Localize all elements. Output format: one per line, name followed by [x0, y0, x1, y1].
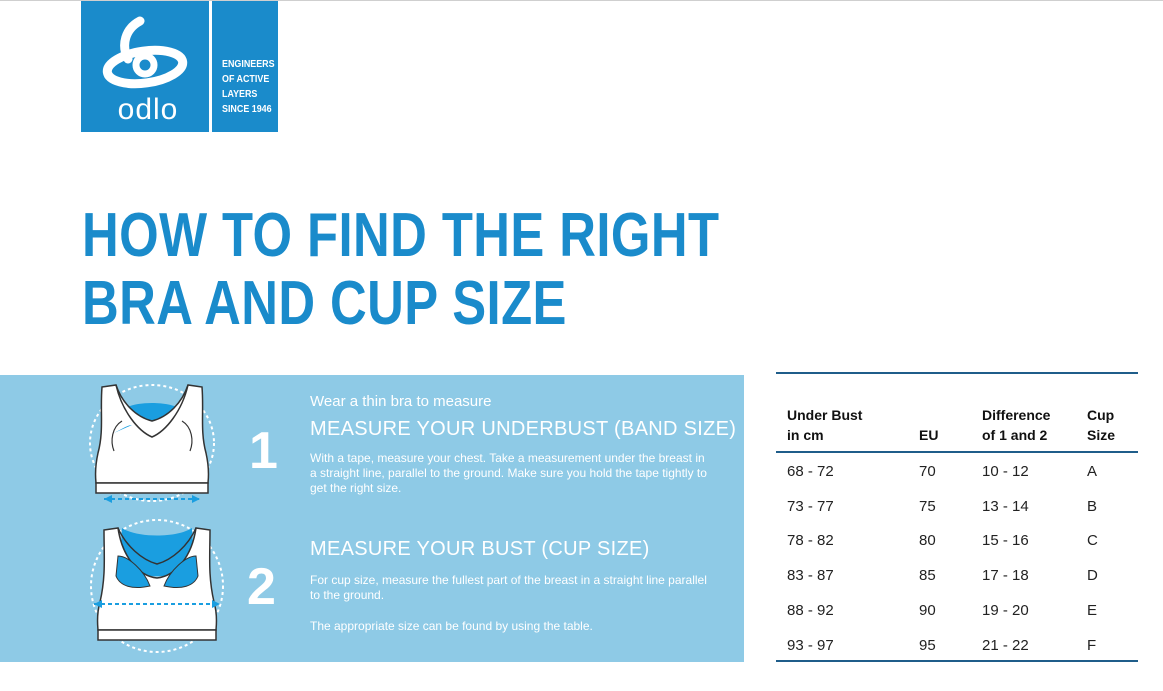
- cell-cup: F: [1087, 637, 1097, 654]
- header-eu: EU: [919, 427, 939, 443]
- cell-under-bust: 83 - 87: [787, 567, 834, 584]
- cell-cup: A: [1087, 463, 1098, 480]
- cell-cup: E: [1087, 602, 1098, 619]
- step-1-heading: MEASURE YOUR UNDERBUST (BAND SIZE): [310, 418, 737, 440]
- cell-eu: 95: [919, 637, 936, 654]
- table-row: [776, 636, 1138, 670]
- logo-divider: [209, 1, 212, 132]
- table-bottom-rule: [776, 660, 1138, 662]
- cell-difference: 19 - 20: [982, 602, 1029, 619]
- page-title: [82, 202, 719, 338]
- cell-difference: 13 - 14: [982, 498, 1029, 515]
- cell-cup: B: [1087, 498, 1098, 515]
- cell-eu: 75: [919, 498, 936, 515]
- cell-difference: 21 - 22: [982, 637, 1029, 654]
- header-difference: [982, 405, 1050, 445]
- step-2-note: The appropriate size can be found by using the table.: [310, 619, 593, 633]
- cell-difference: 10 - 12: [982, 463, 1029, 480]
- header-under-bust: [787, 405, 862, 445]
- cell-eu: 70: [919, 463, 936, 480]
- table-row: [776, 601, 1138, 635]
- header-line: in cm: [787, 427, 824, 443]
- header-line: Difference: [982, 407, 1051, 423]
- tagline-line: LAYERS: [222, 88, 258, 100]
- cell-under-bust: 93 - 97: [787, 637, 834, 654]
- cell-difference: 17 - 18: [982, 567, 1029, 584]
- tagline-line: ENGINEERS: [222, 58, 275, 70]
- cell-cup: C: [1087, 532, 1098, 549]
- cell-eu: 90: [919, 602, 936, 619]
- logo-tagline: [222, 57, 275, 117]
- step-number-1: 1: [249, 422, 278, 480]
- header-line: Size: [1087, 427, 1116, 443]
- cell-under-bust: 88 - 92: [787, 602, 834, 619]
- title-line-1: HOW TO FIND THE RIGHT: [82, 201, 720, 270]
- header-cup-size: [1087, 405, 1115, 445]
- header-line: Under Bust: [787, 407, 863, 423]
- cell-eu: 85: [919, 567, 936, 584]
- odlo-logo: [81, 1, 278, 132]
- table-header-rule: [776, 451, 1138, 453]
- step-2-heading: MEASURE YOUR BUST (CUP SIZE): [310, 538, 650, 560]
- odlo-logo-mark-icon: [93, 15, 203, 125]
- bra-back-band-measure-icon: [82, 381, 222, 506]
- step-1-text: With a tape, measure your chest. Take a measurement under the breast in a straight line, parallel to the ground. Make sure you hold the tape tightly to get the right size.: [310, 451, 707, 495]
- intro-text: Wear a thin bra to measure: [310, 393, 492, 410]
- table-row: [776, 566, 1138, 600]
- cell-eu: 80: [919, 532, 936, 549]
- table-row: [776, 462, 1138, 496]
- tagline-line: SINCE 1946: [222, 103, 272, 115]
- title-line-2: BRA AND CUP SIZE: [82, 269, 567, 338]
- step-2-text: For cup size, measure the fullest part of the breast in a straight line parallel to the ground.: [310, 573, 707, 602]
- header-line: of 1 and 2: [982, 427, 1048, 443]
- cell-under-bust: 78 - 82: [787, 532, 834, 549]
- step-number-2: 2: [247, 558, 276, 616]
- cell-cup: D: [1087, 567, 1098, 584]
- cell-under-bust: 73 - 77: [787, 498, 834, 515]
- cell-under-bust: 68 - 72: [787, 463, 834, 480]
- table-top-rule: [776, 372, 1138, 374]
- header-line: Cup: [1087, 407, 1115, 423]
- logo-wordmark: odlo: [117, 93, 179, 125]
- tagline-line: OF ACTIVE: [222, 73, 270, 85]
- table-row: [776, 497, 1138, 531]
- bra-front-bust-measure-icon: [82, 516, 232, 656]
- cell-difference: 15 - 16: [982, 532, 1029, 549]
- table-row: [776, 531, 1138, 565]
